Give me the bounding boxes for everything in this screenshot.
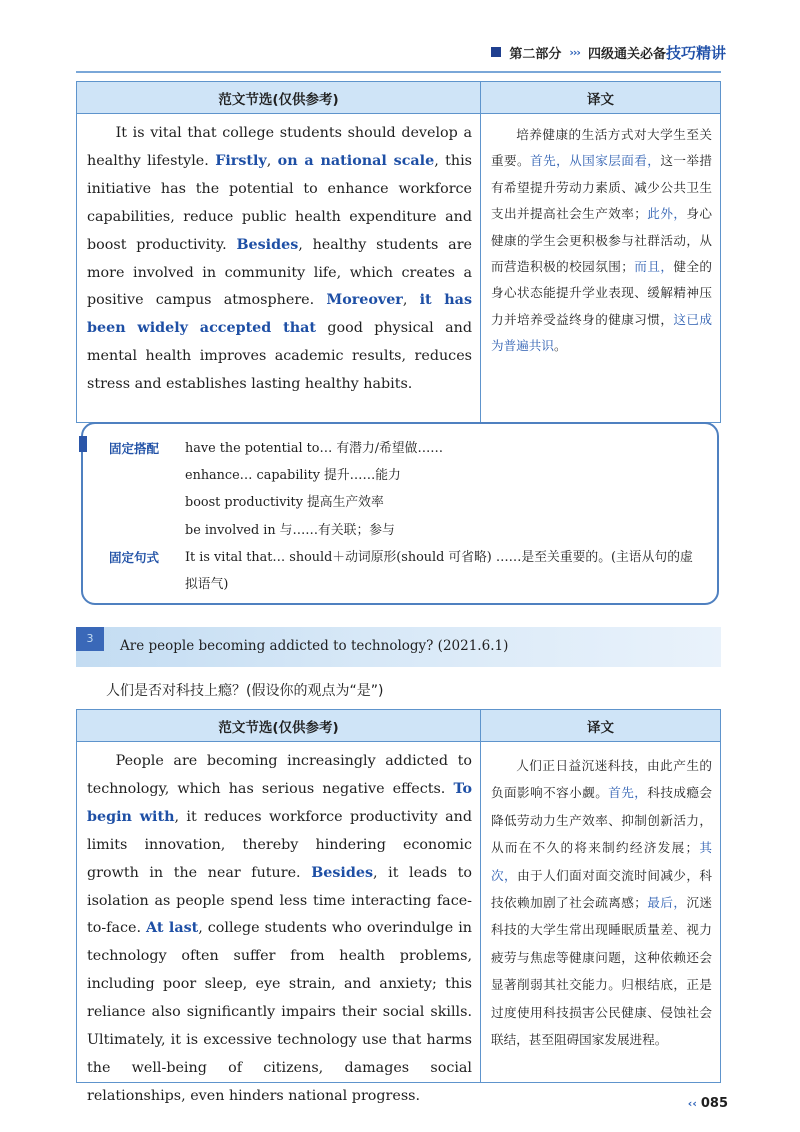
- list-item: [109, 462, 701, 489]
- phrase-text: boost productivity 提高生产效率: [185, 495, 384, 511]
- header-square-icon: [491, 47, 501, 57]
- page-number: ‹‹ 085: [687, 1096, 728, 1111]
- column-header-essay: 范文节选(仅供参考): [77, 710, 481, 741]
- essay-translation: 人们正日益沉迷科技，由此产生的负面影响不容小觑。首先，科技成瘾会降低劳动力生产效率、抑制创新活力，从而在不久的将来制约经济发展；其次，由于人们面对面交流时间减少，科技依赖加剧了社会疏离感；最后，沉迷科技的大学生常出现睡眠质量差、视力疲劳与焦虑等健康问题，这种依赖还会显著削弱其社交能力。归根结底，正是过度使用科技损害公民健康、侵蚀社会联结，甚至阻碍国家发展进程。: [491, 758, 713, 1048]
- essay-table-1: [76, 81, 721, 423]
- table-header: [77, 710, 720, 742]
- header-part: 第二部分: [509, 46, 562, 62]
- question-subtitle: 人们是否对科技上瘾？(假设你的观点为“是”): [106, 683, 384, 699]
- table-header: [77, 82, 720, 114]
- pattern-label: 固定句式: [109, 549, 160, 565]
- essay-english: It is vital that college students should develop a healthy lifestyle. Firstly, on a national scale, this initiative has the potential to enhance workforce capabilities, reduce public health expenditure and boost productivity. Besides, healthy students are more involved in community life, which creates a positive campus atmosphere. Moreover, it has been widely accepted that good physical and mental health improves academic results, reduces stress and establishes lasting healthy habits.: [77, 114, 481, 422]
- header-arrows-icon: ›››: [569, 45, 580, 59]
- list-item: [109, 517, 701, 544]
- phrase-text: have the potential to… 有潜力/希望做……: [185, 441, 444, 456]
- list-item: [109, 544, 701, 598]
- question-title: Are people becoming addicted to technology? (2021.6.1): [120, 638, 509, 654]
- column-header-essay: 范文节选(仅供参考): [77, 82, 481, 113]
- list-item: [109, 489, 701, 516]
- header-section: 四级通关必备技巧精讲: [587, 43, 726, 62]
- column-header-translation: 译文: [587, 719, 614, 736]
- phrase-text: be involved in 与……有关联；参与: [185, 522, 395, 538]
- essay-english: People are becoming increasingly addicted to technology, which has serious negative effects. To begin with, it reduces workforce productivity and limits innovation, thereby hindering economic growth in the near future. Besides, it leads to isolation as people spend less time interacting face-to-face. At last, college students who overindulge in technology often suffer from health problems, including poor sleep, eye strain, and anxiety; this reliance also significantly impairs their social skills. Ultimately, it is excessive technology use that harms the well-being of citizens, damages social relationships, even hinders national progress.: [77, 742, 481, 1082]
- running-header: [491, 40, 726, 64]
- phrase-box: [81, 422, 719, 605]
- collocation-label: 固定搭配: [109, 441, 160, 456]
- question-number: 3: [76, 627, 104, 651]
- list-item: [109, 435, 701, 462]
- essay-table-2: [76, 709, 721, 1104]
- pattern-text: It is vital that… should＋动词原形(should 可省略) ……是至关重要的。(主语从句的虚拟语气): [185, 549, 693, 593]
- essay-translation: 培养健康的生活方式对大学生至关重要。首先，从国家层面看，这一举措有希望提升劳动力素质、减少公共卫生支出并提高社会生产效率；此外，身心健康的学生会更积极参与社群活动，从而营造积极的校园氛围；而且，健全的身心状态能提升学业表现、缓解精神压力并培养受益终身的健康习惯，这已成为普遍共识。: [491, 127, 713, 354]
- box-tab-marker: [79, 436, 87, 452]
- phrase-text: enhance… capability 提升……能力: [185, 468, 401, 484]
- column-header-translation: 译文: [587, 91, 614, 108]
- question-bar: [76, 627, 721, 667]
- page-arrows-icon: ‹‹: [687, 1097, 697, 1110]
- header-divider: [76, 71, 721, 73]
